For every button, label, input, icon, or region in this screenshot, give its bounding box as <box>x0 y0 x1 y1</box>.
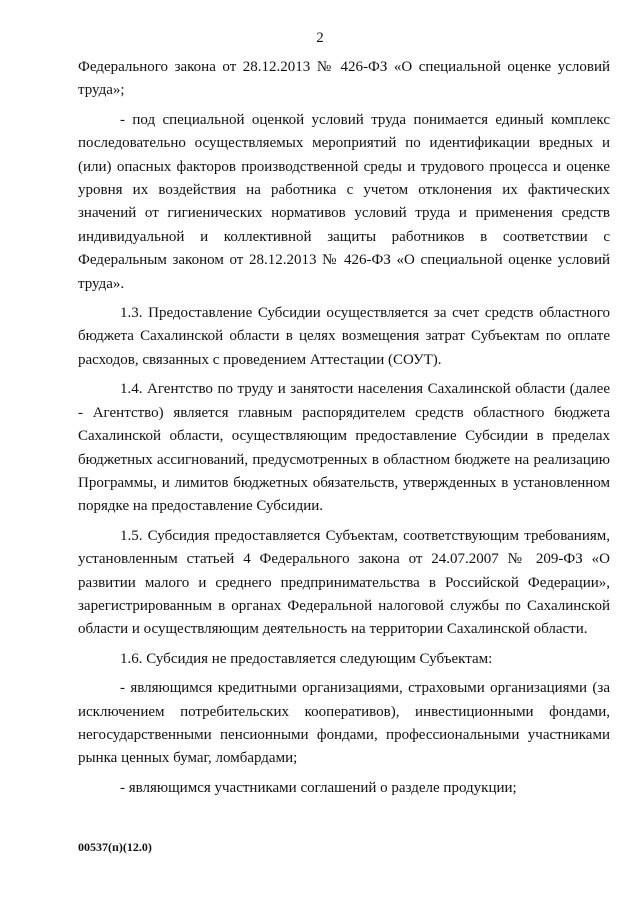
paragraph-exclusion-psa: - являющимся участниками соглашений о разделе продукции; <box>120 779 517 796</box>
document-body <box>78 56 610 806</box>
paragraph-1-6: 1.6. Субсидия не предоставляется следующим Субъектам: <box>120 650 493 667</box>
paragraph-exclusion-credit: - являющимся кредитными организациями, страховыми организациями (за исключением потребительских кооперативов), инвестиционными фондами, негосударственными пенсионными фондами, профессиональными участниками рынка ценных бумаг, ломбардами; <box>78 680 610 767</box>
paragraph-1-4: 1.4. Агентство по труду и занятости населения Сахалинской области (далее - Агентство) является главным распорядителем средств областного бюджета Сахалинской области, осуществляющим предоставление Субсидии в пределах бюджетных ассигнований, предусмотренных в областном бюджете на реализацию Программы, и лимитов бюджетных обязательств, утвержденных в установленном порядке на предоставление Субсидии. <box>78 381 610 515</box>
paragraph-law-reference-end: Федерального закона от 28.12.2013 № 426-ФЗ «О специальной оценке условий труда»; <box>78 59 610 99</box>
paragraph-1-5: 1.5. Субсидия предоставляется Субъектам, соответствующим требованиям, установленным статьей 4 Федерального закона от 24.07.2007 № 209-ФЗ «О развитии малого и среднего предпринимательства в Российской Федерации», зарегистрированным в органах Федеральной налоговой службы по Сахалинской области и осуществляющим деятельность на территории Сахалинской области. <box>78 527 610 638</box>
paragraph-1-3: 1.3. Предоставление Субсидии осуществляется за счет средств областного бюджета Сахалинской области в целях возмещения затрат Субъектам по оплате расходов, связанных с проведением Аттестации (СОУТ). <box>78 305 610 368</box>
document-code: 00537(п)(12.0) <box>78 840 152 854</box>
paragraph-definition-sout: - под специальной оценкой условий труда понимается единый комплекс последовательно осуществляемых мероприятий по идентификации вредных и (или) опасных факторов производственной среды и трудового процесса и оценке уровня их воздействия на работника с учетом отклонения их фактических значений от гигиенических нормативов условий труда и применения средств индивидуальной и коллективной защиты работников в соответствии с Федеральным законом от 28.12.2013 № 426-ФЗ «О специальной оценке условий труда». <box>78 111 610 292</box>
page-number: 2 <box>316 30 324 46</box>
